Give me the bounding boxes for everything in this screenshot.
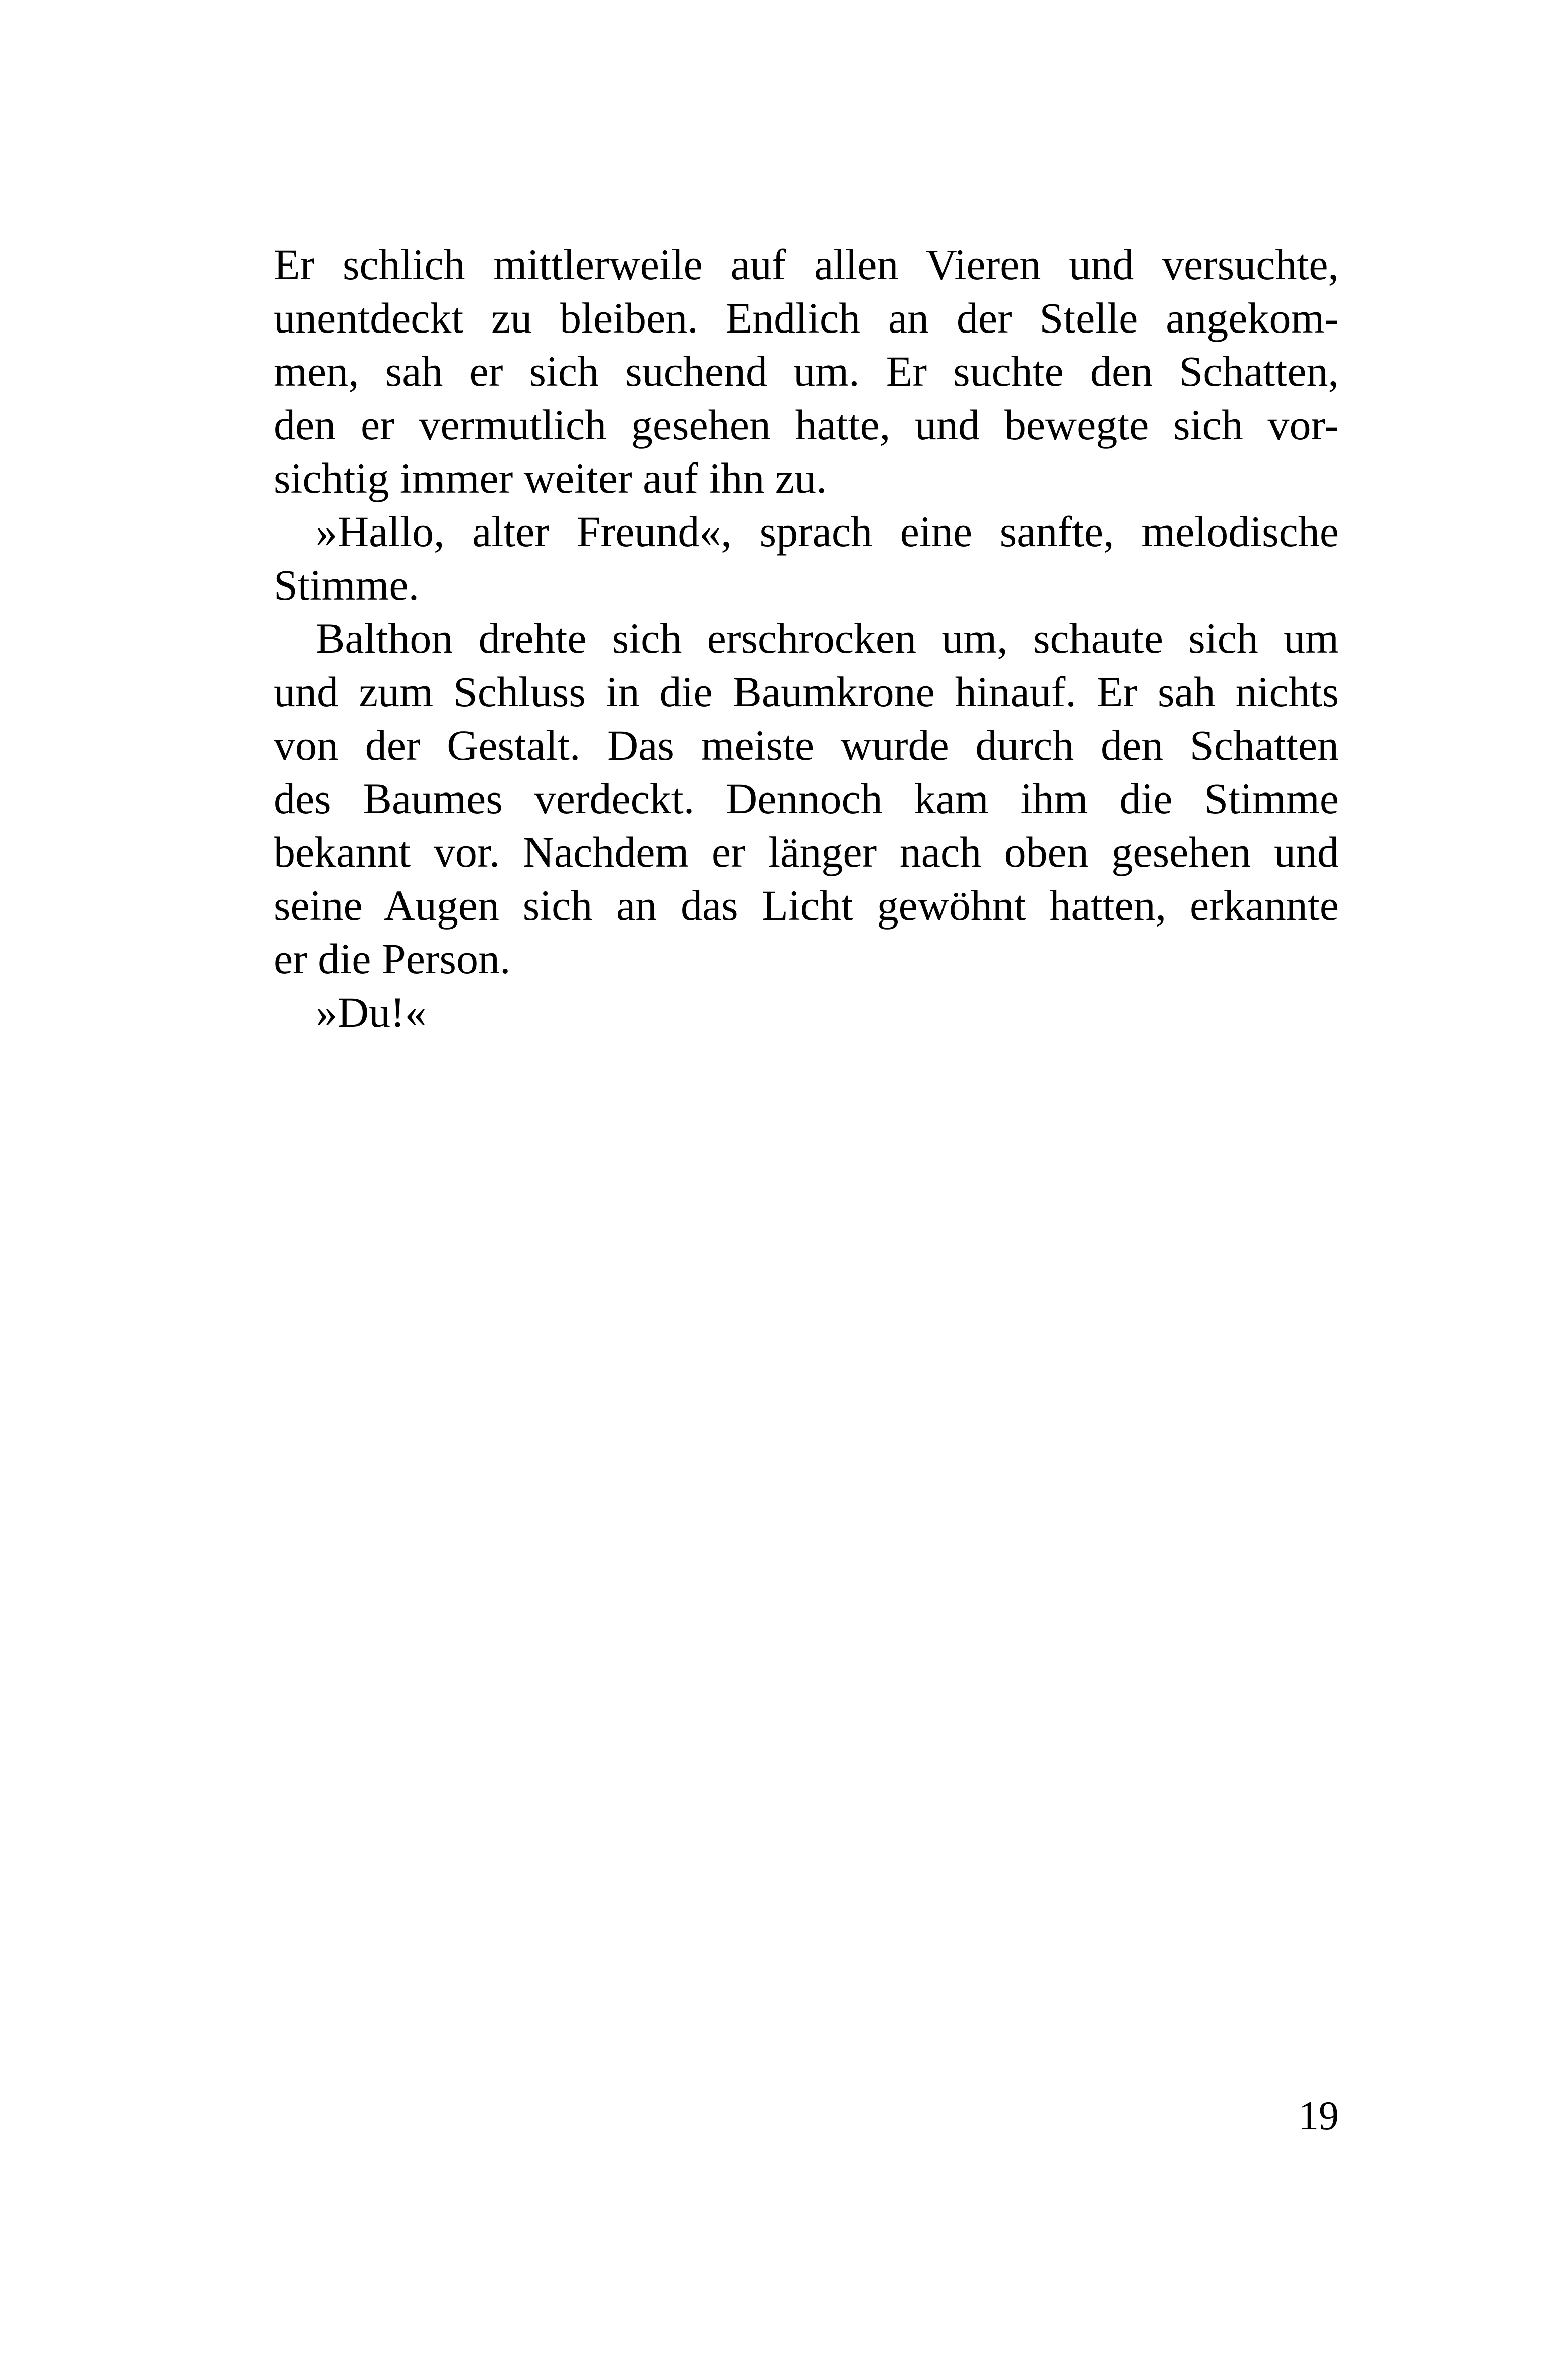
text-line: »Du!« — [316, 988, 427, 1036]
text-line: bekannt vor. Nachdem er länger nach oben gesehen und — [274, 828, 1339, 876]
text-line: Stimme. — [274, 561, 420, 609]
text-line: »Hallo, alter Freund«, sprach eine sanfte, melodische — [316, 507, 1339, 556]
paragraph — [274, 238, 1339, 505]
text-line: men, sah er sich suchend um. Er suchte den Schatten, — [274, 347, 1339, 395]
text-line: sichtig immer weiter auf ihn zu. — [274, 454, 827, 502]
text-line: seine Augen sich an das Licht gewöhnt hatten, erkannte — [274, 881, 1339, 930]
page-number: 19 — [1299, 2094, 1339, 2138]
text-line: er die Person. — [274, 935, 511, 983]
text-line: und zum Schluss in die Baumkrone hinauf. Er sah nichts — [274, 668, 1339, 716]
text-line: des Baumes verdeckt. Dennoch kam ihm die Stimme — [274, 774, 1339, 823]
body-text — [274, 238, 1339, 1039]
text-line: unentdeckt zu bleiben. Endlich an der Stelle angekom- — [274, 294, 1339, 342]
text-line: Balthon drehte sich erschrocken um, schaute sich um — [316, 614, 1339, 663]
text-line: den er vermutlich gesehen hatte, und bewegte sich vor- — [274, 401, 1339, 449]
paragraph — [274, 505, 1339, 612]
paragraph — [274, 612, 1339, 985]
text-line: Er schlich mittlerweile auf allen Vieren und versuchte, — [274, 240, 1339, 289]
text-line: von der Gestalt. Das meiste wurde durch den Schatten — [274, 721, 1339, 769]
paragraph — [274, 985, 1339, 1039]
